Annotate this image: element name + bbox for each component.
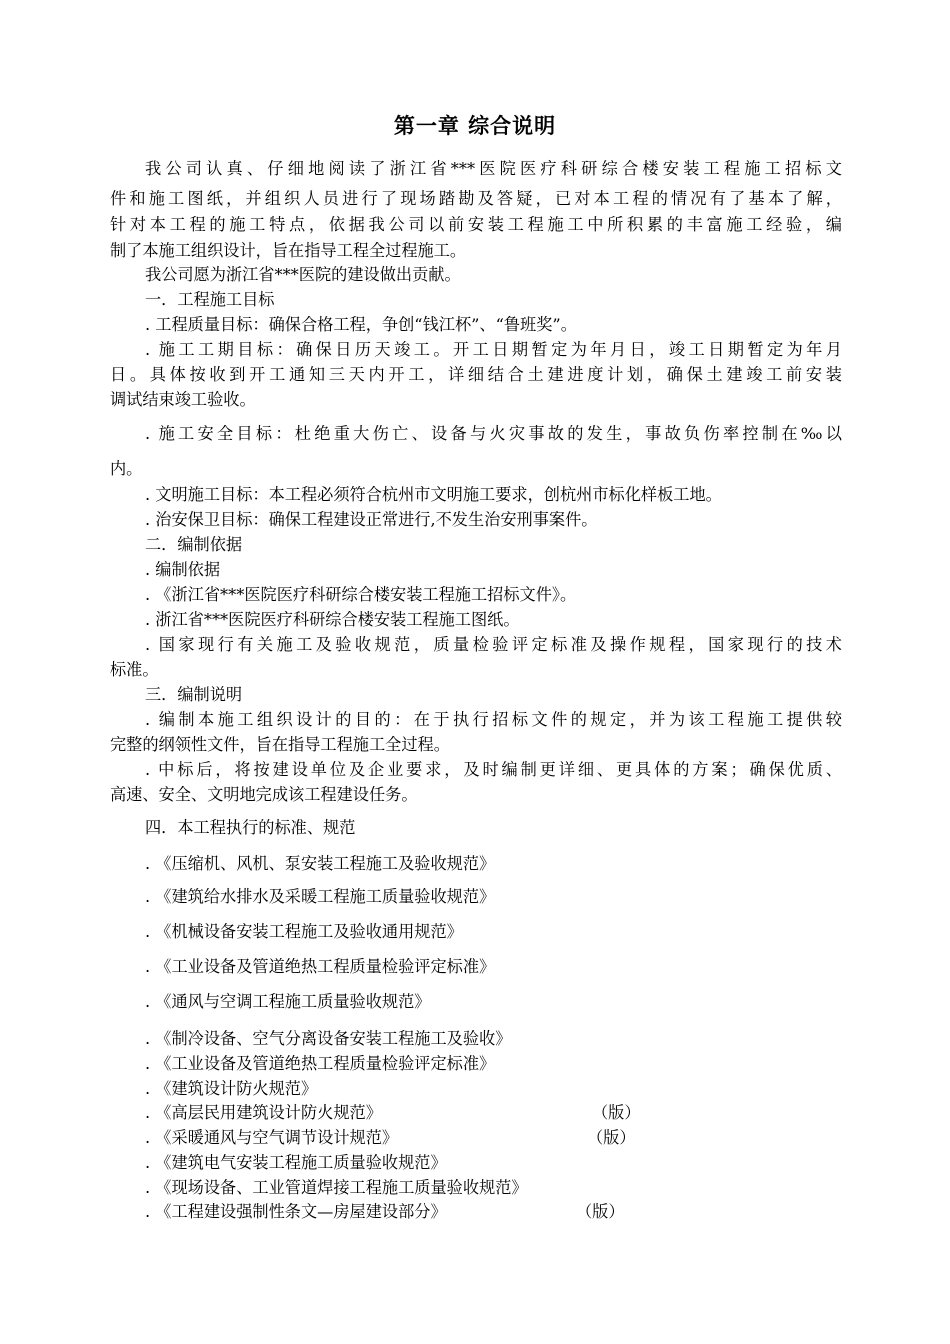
standard-item: . 《工业设备及管道绝热工程质量检验评定标准》 <box>145 1054 496 1073</box>
standard-item: . 《工业设备及管道绝热工程质量检验评定标准》 <box>145 957 496 976</box>
paragraph-line: 我公司认真、仔细地阅读了浙江省***医院医疗科研综合楼安装工程施工招标文 <box>145 159 842 178</box>
version-label: （版） <box>592 1103 641 1122</box>
standard-item: . 《建筑给水排水及采暖工程施工质量验收规范》 <box>145 887 496 906</box>
standard-item: . 《机械设备安装工程施工及验收通用规范》 <box>145 922 463 941</box>
list-item: . 施工安全目标：杜绝重大伤亡、设备与火灾事故的发生，事故负伤率控制在‰以 <box>145 424 842 443</box>
standard-item: . 《工程建设强制性条文—房屋建设部分》 <box>145 1202 447 1221</box>
paragraph-line: 标准。 <box>110 660 159 679</box>
paragraph-line: 件和施工图纸，并组织人员进行了现场踏勘及答疑，已对本工程的情况有了基本了解， <box>110 189 842 208</box>
list-item: . 中标后，将按建设单位及企业要求，及时编制更详细、更具体的方案；确保优质、 <box>145 760 842 779</box>
list-item: . 施工工期目标：确保日历天竣工。开工日期暂定为年月日，竣工日期暂定为年月 <box>145 340 842 359</box>
version-label: （版） <box>576 1202 625 1221</box>
standard-item: . 《现场设备、工业管道焊接工程施工质量验收规范》 <box>145 1178 528 1197</box>
list-item: . 工程质量目标：确保合格工程，争创“钱江杯”、“鲁班奖”。 <box>145 315 577 334</box>
section-heading: 三．编制说明 <box>145 685 243 704</box>
list-item: . 国家现行有关施工及验收规范，质量检验评定标准及操作规程，国家现行的技术 <box>145 635 842 654</box>
standard-item: . 《采暖通风与空气调节设计规范》 <box>145 1128 399 1147</box>
paragraph-line: 针对本工程的施工特点，依据我公司以前安装工程施工中所积累的丰富施工经验，编 <box>110 215 842 234</box>
paragraph-line: 完整的纲领性文件，旨在指导工程施工全过程。 <box>110 735 450 754</box>
list-item: . 浙江省***医院医疗科研综合楼安装工程施工图纸。 <box>145 610 520 629</box>
paragraph-line: 制了本施工组织设计，旨在指导工程全过程施工。 <box>110 241 467 260</box>
standard-item: . 《压缩机、风机、泵安装工程施工及验收规范》 <box>145 854 496 873</box>
section-heading: 二．编制依据 <box>145 535 243 554</box>
standard-item: . 《建筑设计防火规范》 <box>145 1079 318 1098</box>
list-item: . 编制本施工组织设计的目的：在于执行招标文件的规定，并为该工程施工提供较 <box>145 710 842 729</box>
paragraph-line: 高速、安全、文明地完成该工程建设任务。 <box>110 785 418 804</box>
list-item: . 编制依据 <box>145 560 221 579</box>
list-item: . 治安保卫目标：确保工程建设正常进行,不发生治安刑事案件。 <box>145 510 598 529</box>
paragraph-line: 内。 <box>110 459 143 478</box>
paragraph-line: 我公司愿为浙江省***医院的建设做出贡献。 <box>145 265 461 284</box>
section-heading: 一．工程施工目标 <box>145 290 275 309</box>
list-item: . 《浙江省***医院医疗科研综合楼安装工程施工招标文件》。 <box>145 585 577 604</box>
standard-item: . 《建筑电气安装工程施工质量验收规范》 <box>145 1153 447 1172</box>
chapter-title: 第一章 综合说明 <box>393 113 557 138</box>
paragraph-line: 调试结束竣工验收。 <box>110 390 256 409</box>
standard-item: . 《高层民用建筑设计防火规范》 <box>145 1103 382 1122</box>
version-label: （版） <box>587 1128 636 1147</box>
list-item: . 文明施工目标：本工程必须符合杭州市文明施工要求，创杭州市标化样板工地。 <box>145 485 722 504</box>
standard-item: . 《制冷设备、空气分离设备安装工程施工及验收》 <box>145 1029 512 1048</box>
paragraph-line: 日。具体按收到开工通知三天内开工，详细结合土建进度计划，确保土建竣工前安装 <box>110 365 842 384</box>
section-heading: 四．本工程执行的标准、规范 <box>145 818 356 837</box>
standard-item: . 《通风与空调工程施工质量验收规范》 <box>145 992 431 1011</box>
